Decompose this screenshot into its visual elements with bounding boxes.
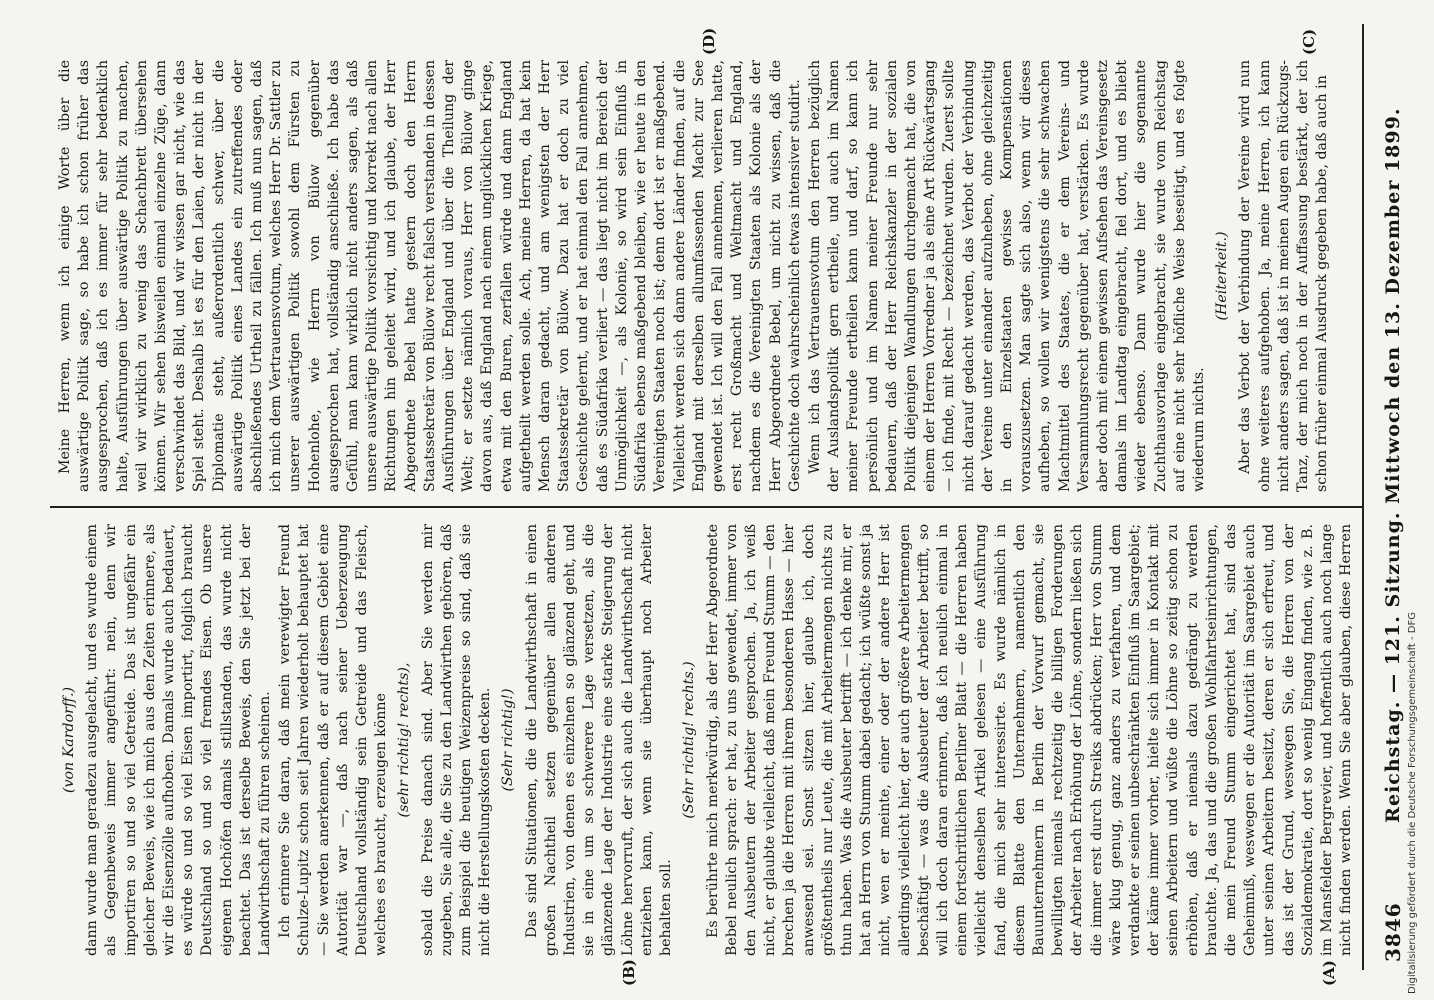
margin-marker-d: (D): [700, 27, 718, 55]
left-column: [56, 524, 1356, 956]
interjection: (Sehr richtig!): [500, 688, 517, 792]
page-header: [1378, 28, 1408, 962]
right-column: [56, 60, 1356, 492]
footer-note: Digitalisierung gefördert durch die Deutsche Forschungsgemeinschaft - DFG: [1407, 611, 1418, 994]
header-rule: [1362, 24, 1364, 970]
interjection: (Heiterkeit.): [1214, 231, 1231, 321]
paragraph: Wenn ich das Vertrauensvotum den Herren bezüglich der Auslandspolitik gern ertheile, und auch im Namen meiner Freunde ertheilen kann und darf, so kann ich persönlich und im Namen meiner Freunde nur sehr bedauern, daß der Herr Reichskanzler in der sozialen Politik diejenigen Wandlungen durchgemacht hat, die von einem der Herren Vorredner ja als eine Art Rückwärtsgang — ich finde, mit Recht — bezeichnet wurden. Zuerst sollte nicht darauf gedacht werden, das Verbot der Verbindung der Vereine unter einander aufzuheben, ohne gleichzeitig in den Einzelstaaten gewisse Kompensationen vorauszusetzen. Man sagte sich also, wenn wir dieses aufheben, so wollen wir wenigstens die sehr schwachen Machtmittel des Staates, die er dem Vereins- und Versammlungsrecht gegenüber hat, verstärken. Es wurde aber doch mit einem gewissen Aufsehen das Vereinsgesetz damals im Landtag eingebracht, fiel dort, und es bliebt wieder ebenso. Dann wurde hier die sogenannte Zuchthausvorlage eingebracht, sie wurde vom Reichstag auf eine nicht sehr höfliche Weise beseitigt, und es folgte wiederum nichts.: [806, 60, 1207, 492]
paragraph: sobald die Preise danach sind. Aber Sie werden mir zugeben, Sie alle, die Sie zu den Landwirthen gehören, daß zum Beispiel die heutigen Weizenpreise so sind, daß sie nicht die Herstellungskosten decken.: [419, 524, 494, 956]
page-title: Reichstag. — 121. Sitzung. Mittwoch den 13. Dezember 1899.: [1382, 107, 1404, 823]
column-divider: [50, 506, 1362, 508]
margin-marker-a: (A): [1320, 960, 1338, 986]
margin-marker-b: (B): [620, 959, 638, 986]
speaker-name: (von Kardorff.): [61, 686, 77, 794]
interjection: (sehr richtig! rechts),: [396, 662, 413, 818]
digitization-credit: [1406, 0, 1418, 994]
paragraph: Ich erinnere Sie daran, daß mein verewigter Freund Schulze-Lupitz schon seit Jahren wiederholt behauptet hat — Sie werden anerkennen, daß er auf diesem Gebiet eine Autorität war —, daß nach seiner Ueberzeugung Deutschland vollständig sein Getreide und das Fleisch, welches es braucht, erzeugen könne: [277, 524, 390, 956]
paragraph: Es berührte mich merkwürdig, als der Herr Abgeordnete Bebel neulich sprach: er hat, zu uns gewendet, immer von den Ausbeutern der Arbeiter gesprochen. Ja, ich weiß nicht, er glaubte vielleicht, daß mein Freund Stumm — den brechen ja die Herren mit ihrem besonderen Hasse — hier anwesend sei. Sonst sitzen hier, glaube ich, doch größtentheils nur Leute, die mit Arbeitermengen nichts zu thun haben. Was die Ausbeuter betrifft — ich denke mir, er hat an Herrn von Stumm dabei gedacht; ich wüßte sonst ja nicht, wen er meinte, einer oder der andere Herr ist allerdings vielleicht hier, der auch größere Arbeitermengen beschäftigt — was die Ausbeuter der Arbeiter betrifft, so will ich doch daran erinnern, daß ich neulich einmal in einem fortschrittlichen Berliner Blatt — die Herren haben vielleicht denselben Artikel gelesen — eine Ausführung fand, die mich sehr interessirte. Es wurde nämlich in diesem Blatte den Unternehmern, namentlich den Bauunternehmern in Berlin der Vorwurf gemacht, sie bewilligten niemals rechtzeitig die billigen Forderungen der Arbeiter nach Erhöhung der Löhne, sondern ließen sich die immer erst durch Streiks abdrücken; Herr von Stumm wäre klug genug, ganz anders zu verfahren, und dem verdankte er seinen unbeschränkten Einfluß im Saargebiet; der käme immer vorher, hielte sich immer in Kontakt mit seinen Arbeitern und wüßte die Löhne so zeitig schon zu erhöhen, daß er niemals dazu gedrängt zu werden brauchte. Ja, das und die großen Wohlfahrtseinrichtungen, die mein Freund Stumm eingerichtet hat, sind das Geheimniß, weswegen er die Autorität im Saargebiet auch unter seinen Arbeitern besitzt, deren er sich erfreut, und das ist der Grund, weswegen Sie, die Herren von der Sozialdemokratie, dort so wenig Eingang finden, wie z. B. im Mansfelder Bergrevier, und hoffentlich auch noch lange nicht finden werden. Wenn Sie aber glauben, diese Herren: [704, 524, 1355, 956]
page-number: 3846: [1381, 902, 1405, 962]
paragraph: Das sind Situationen, die die Landwirthschaft in einen großen Nachtheil setzen gegenüber allen anderen Industrien, von denen es einzelnen so glänzend geht, und sie in eine um so schwerere Lage versetzen, als die glänzende Lage der Industrie eine starke Steigerung der Löhne hervorruft, der sich auch die Landwirthschaft nicht entziehen kann, wenn sie überhaupt noch Arbeiter behalten soll.: [523, 524, 675, 956]
paragraph: Aber das Verbot der Verbindung der Vereine wird nun ohne weiteres aufgehoben. Ja, meine Herren, ich kann nicht anders sagen, daß ist in meinen Augen ein Rückzugs-Tanz, der mich noch in der Auffassung bestärkt, der ich schon früher einmal Ausdruck gegeben habe, daß auch in: [1237, 60, 1331, 492]
paragraph: dann wurde man geradezu ausgelacht, und es wurde einem als Gegenbeweis immer angeführt: nein, denn wir importiren so und so viel Getreide. Das ist ungefähr ein gleicher Beweis, wie ich mich aus den Zeiten erinnere, als wir die Eisenzölle aufhoben. Damals wurde auch bedauert, es würde so und so viel Eisen importirt, folglich braucht Deutschland so und so viel fremdes Eisen. Ob unsere eigenen Hochöfen damals stillstanden, das wurde nicht beachtet. Das ist derselbe Beweis, den Sie jetzt bei der Landwirthschaft zu führen scheinen.: [84, 524, 274, 956]
margin-marker-c: (C): [1300, 28, 1318, 55]
paragraph: Meine Herren, wenn ich einige Worte über die auswärtige Politik sage, so habe ich schon früher das ausgesprochen, daß ich es immer für sehr bedenklich halte, Ausführungen über auswärtige Politik zu machen, weil wir wirklich zu wenig das Schachbrett übersehen können. Wir sehen bisweilen einmal einzelne Züge, dann verschwindet das Bild, und wir wissen gar nicht, wie das Spiel steht. Deshalb ist es für den Laien, der nicht in der Diplomatie steht, außerordentlich schwer, über die auswärtige Politik eines Landes ein zutreffendes oder abschließendes Urtheil zu fällen. Ich muß nun sagen, daß ich mich dem Vertrauensvotum, welches Herr Dr. Sattler zu unserer auswärtigen Politik sowohl dem Fürsten zu Hohenlohe, wie Herrn von Bülow gegenüber ausgesprochen hat, vollständig anschließe. Ich habe das Gefühl, man kann wirklich nicht anders sagen, als daß unsere auswärtige Politik vorsichtig und korrekt nach allen Richtungen hin geleitet wird, und ich glaube, der Herr Abgeordnete Bebel hatte gestern doch den Herrn Staatssekretär von Bülow recht falsch verstanden in dessen Ausführungen über England und über die Theilung der Welt; er setzte nämlich voraus, Herr von Bülow ginge davon aus, daß England nach einem unglücklichen Kriege, etwa mit den Buren, zerfallen würde und dann England aufgetheilt werden solle. Ach, meine Herren, da hat kein Mensch daran gedacht, und am wenigsten der Herr Staatssekretär von Bülow. Dazu hat er doch zu viel Geschichte gelernt, und er hat einmal den Fall annehmen, daß es Südafrika verliert — das liegt nicht im Bereich der Unmöglichkeit —, als Kolonie, so wird sein Einfluß in Südafrika ebenso maßgebend bleiben, wie er heute in den Vereinigten Staaten noch ist; denn dort ist er maßgebend. Vielleicht werden sich dann andere Länder finden, auf die England mit derselben allumfassenden Macht zur See gewendet ist. Ich will den Fall annehmen, verlieren hatte, erst recht Großmacht und Weltmacht und England, nachdem es die Vereinigten Staaten als Kolonie als der Herr Abgeordnete Bebel, um nicht zu wissen, daß die Geschichte doch wahrscheinlich etwas intensiver studirt.: [57, 60, 803, 492]
interjection: (Sehr richtig! rechts.): [681, 661, 698, 819]
